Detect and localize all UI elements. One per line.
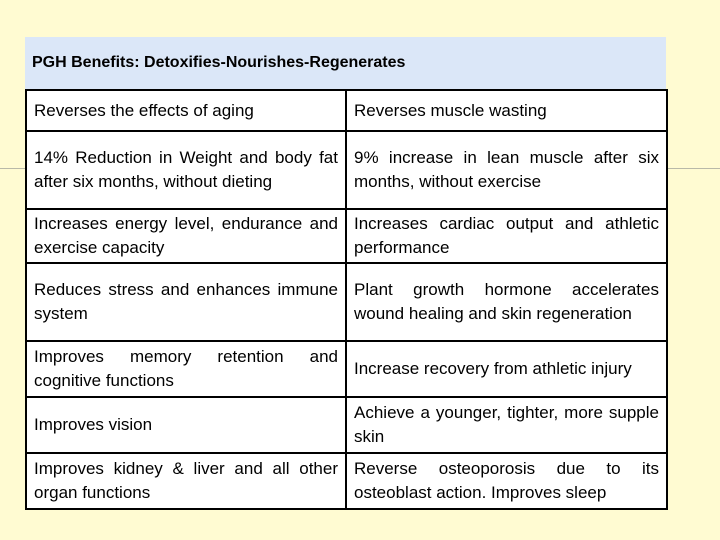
benefit-cell-right: Increase recovery from athletic injury — [346, 341, 667, 397]
table-row — [26, 263, 667, 341]
table-row — [26, 209, 667, 263]
benefit-cell-left: 14% Reduction in Weight and body fat after six months, without dieting — [26, 131, 346, 209]
benefits-table-container — [25, 37, 666, 510]
table-row — [26, 341, 667, 397]
benefit-cell-right: Increases cardiac output and athletic performance — [346, 209, 667, 263]
benefit-cell-left: Reverses the effects of aging — [26, 90, 346, 131]
table-title: PGH Benefits: Detoxifies-Nourishes-Regenerates — [25, 37, 666, 89]
benefit-cell-left: Increases energy level, endurance and exercise capacity — [26, 209, 346, 263]
benefit-cell-left: Improves vision — [26, 397, 346, 453]
benefit-cell-left: Improves kidney & liver and all other organ functions — [26, 453, 346, 509]
table-row — [26, 131, 667, 209]
table-row — [26, 90, 667, 131]
benefits-table — [25, 89, 668, 510]
benefit-cell-right: Achieve a younger, tighter, more supple skin — [346, 397, 667, 453]
table-row — [26, 397, 667, 453]
table-row — [26, 453, 667, 509]
benefit-cell-right: Reverse osteoporosis due to its osteoblast action. Improves sleep — [346, 453, 667, 509]
benefit-cell-left: Reduces stress and enhances immune system — [26, 263, 346, 341]
benefit-cell-left: Improves memory retention and cognitive functions — [26, 341, 346, 397]
benefit-cell-right: Plant growth hormone accelerates wound healing and skin regeneration — [346, 263, 667, 341]
benefit-cell-right: 9% increase in lean muscle after six months, without exercise — [346, 131, 667, 209]
benefit-cell-right: Reverses muscle wasting — [346, 90, 667, 131]
